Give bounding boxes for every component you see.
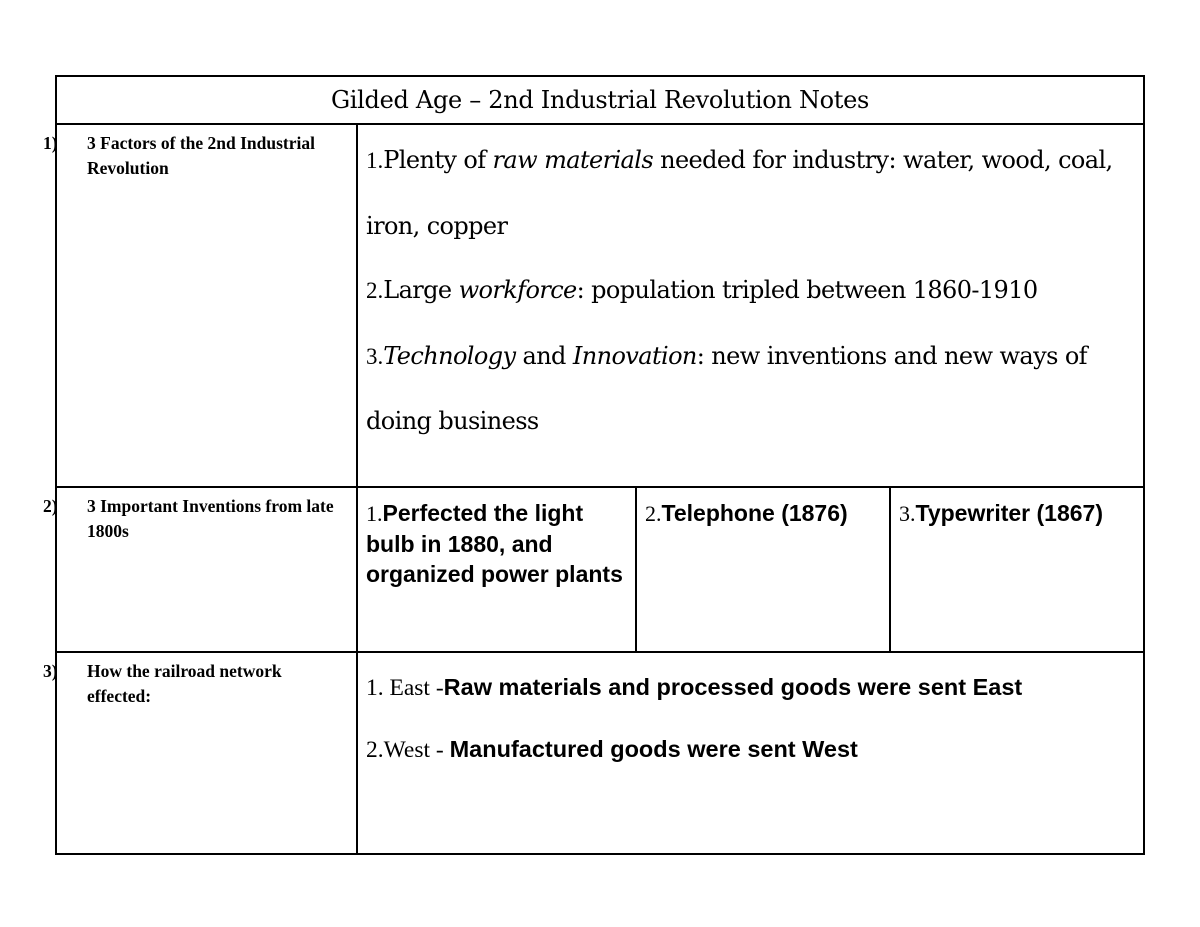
answer-text: : new inventions and new ways of doing business xyxy=(366,341,1087,436)
answer-text: : population tripled between 1860-1910 xyxy=(576,276,1038,305)
answer-item xyxy=(366,657,1133,719)
invention-text: Perfected the light bulb in 1880, and organized power plants xyxy=(366,500,623,588)
question-text: How the railroad network effected: xyxy=(87,661,282,707)
answer-lead: 1. East - xyxy=(366,675,444,702)
item-number: 2. xyxy=(645,501,662,527)
answer-lead: 2.West - xyxy=(366,736,450,763)
invention-text: Telephone (1876) xyxy=(661,500,848,527)
table-row xyxy=(56,487,1144,652)
answer-emphasis: Innovation xyxy=(572,341,697,370)
invention-cell xyxy=(636,487,890,652)
answer-text: and xyxy=(515,341,573,370)
question-cell xyxy=(43,652,357,854)
table-row xyxy=(56,124,1144,487)
title-row xyxy=(56,76,1144,124)
question-cell xyxy=(43,487,357,652)
answer-item xyxy=(366,128,1133,258)
invention-cell xyxy=(890,487,1144,652)
question-number: 3) xyxy=(43,661,58,682)
answer-emphasis: Technology xyxy=(383,341,516,370)
answer-text: Large xyxy=(383,276,459,305)
answer-text: Manufactured goods were sent West xyxy=(449,735,858,762)
invention-text: Typewriter (1867) xyxy=(915,500,1103,527)
notes-table xyxy=(43,75,1145,855)
invention-cell xyxy=(357,487,636,652)
item-number: 1. xyxy=(366,501,383,527)
item-number: 2. xyxy=(366,278,384,304)
item-number: 3. xyxy=(899,501,916,527)
answer-item xyxy=(366,719,1133,781)
answer-text: needed for industry: water, wood, coal, iron, copper xyxy=(366,146,1113,240)
answer-emphasis: workforce xyxy=(458,276,577,305)
table-title: Gilded Age – 2nd Industrial Revolution Notes xyxy=(56,76,1144,124)
answer-text: Raw materials and processed goods were sent East xyxy=(443,674,1023,701)
item-number: 1. xyxy=(366,148,384,174)
answer-item xyxy=(366,324,1133,454)
answer-item xyxy=(366,258,1133,324)
question-number: 1) xyxy=(43,133,58,154)
question-text: 3 Important Inventions from late 1800s xyxy=(87,496,334,542)
answer-emphasis: raw materials xyxy=(492,146,654,175)
question-number: 2) xyxy=(43,496,58,517)
table-row xyxy=(56,652,1144,854)
item-number: 3. xyxy=(366,343,384,369)
question-text: 3 Factors of the 2nd Industrial Revolution xyxy=(87,133,315,179)
answer-text: Plenty of xyxy=(383,146,493,175)
question-cell xyxy=(43,124,357,487)
answer-cell xyxy=(357,124,1144,487)
answer-cell xyxy=(357,652,1144,854)
